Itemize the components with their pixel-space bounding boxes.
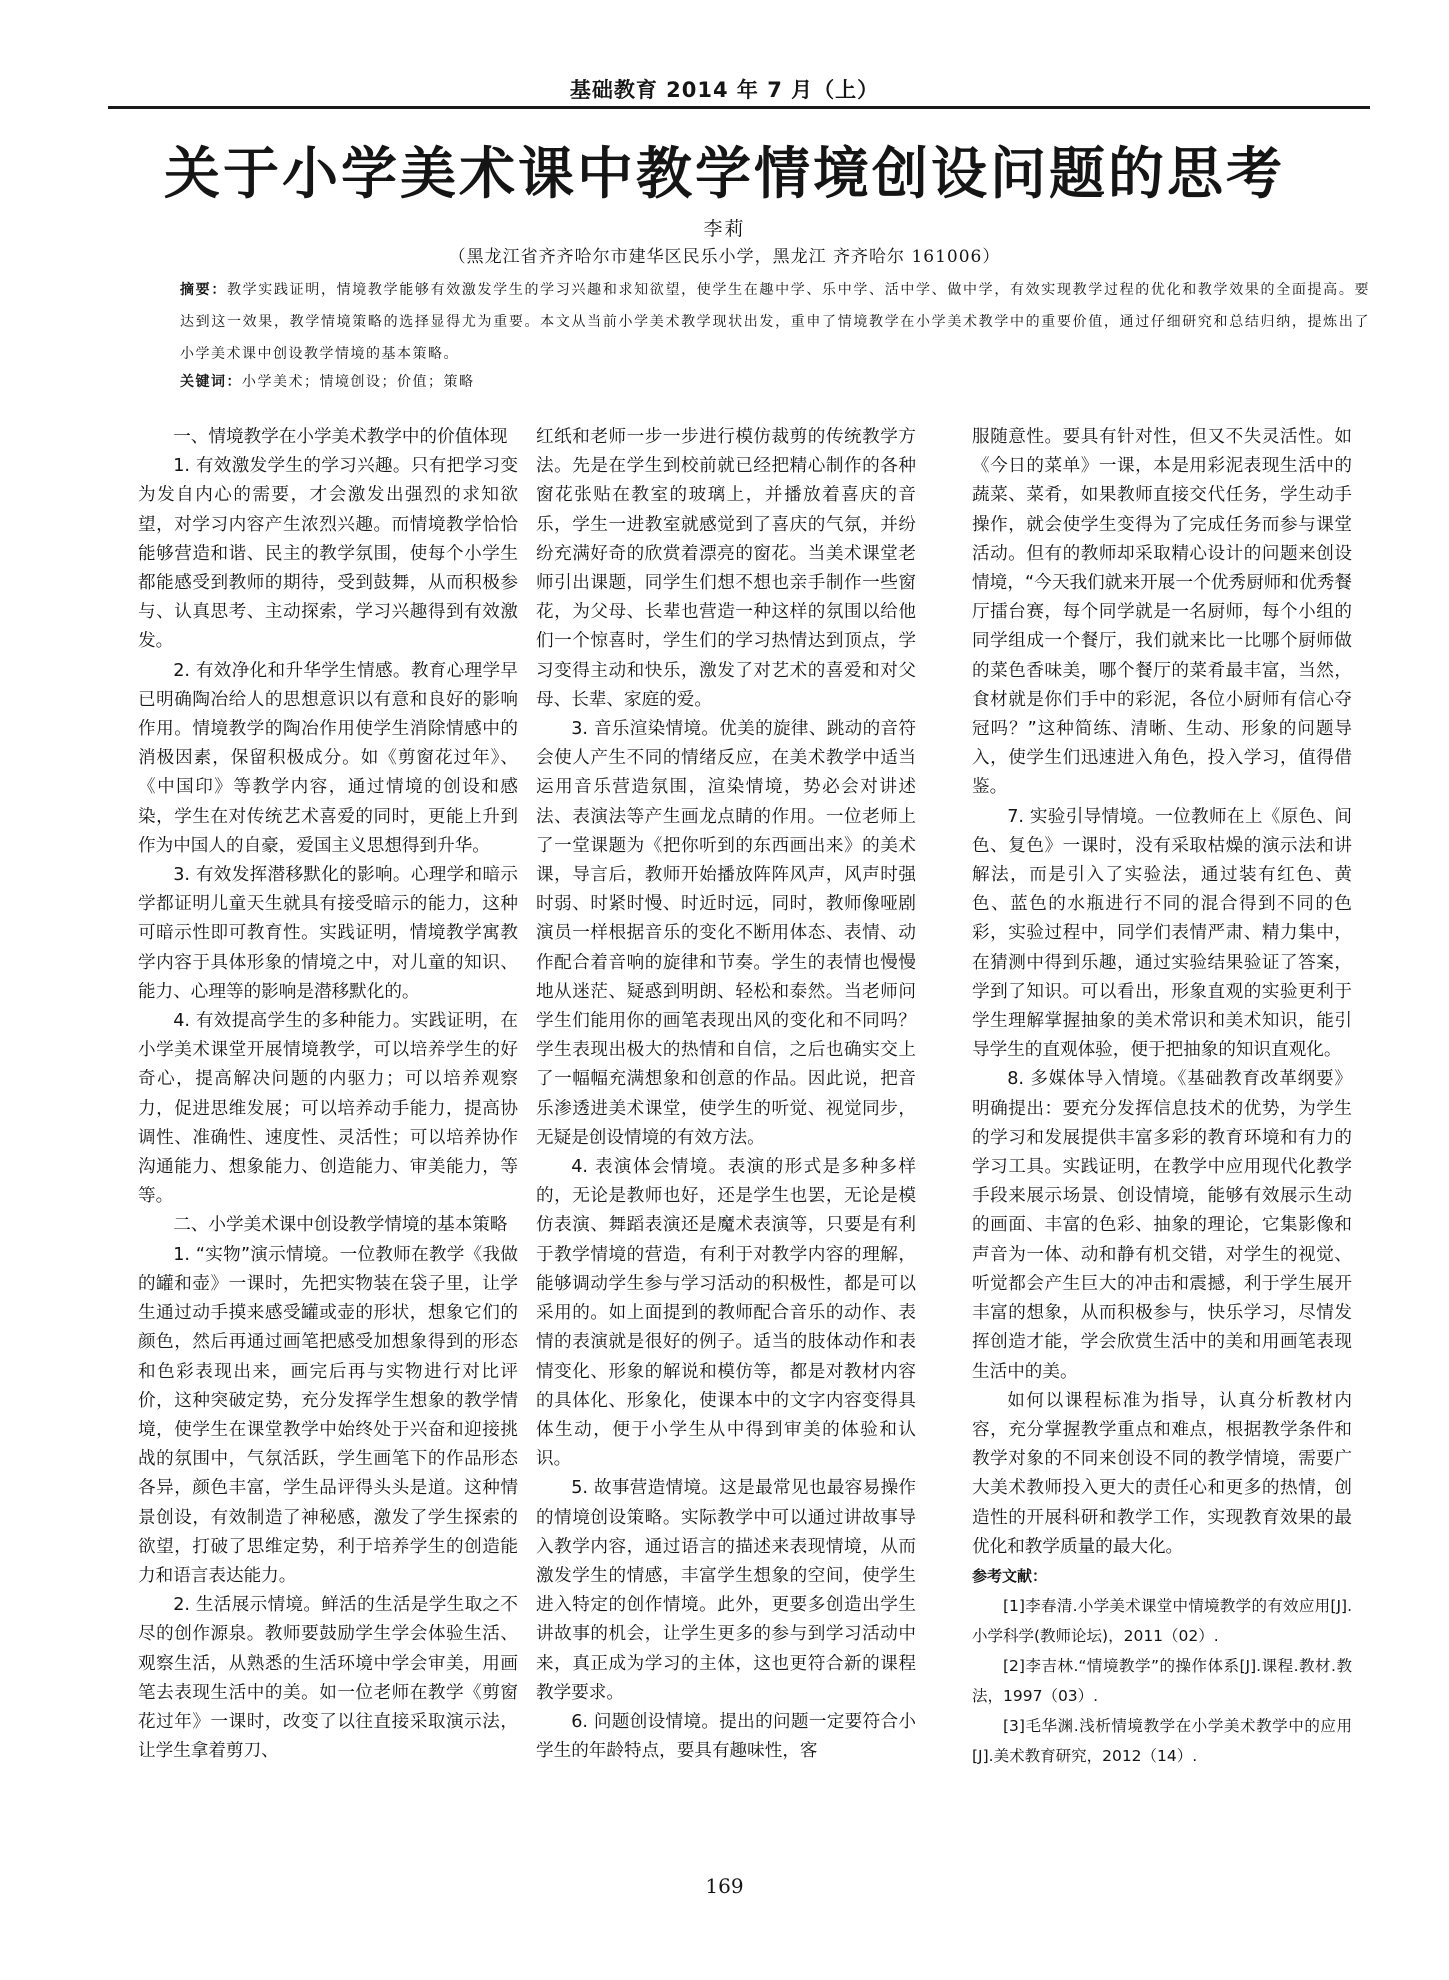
affiliation: （黑龙江省齐齐哈尔市建华区民乐小学，黑龙江 齐齐哈尔 161006） — [448, 247, 1001, 267]
references-heading: 参考文献： — [972, 1566, 1048, 1585]
keywords-label: 关键词： — [180, 374, 242, 390]
paragraph: 如何以课程标准为指导，认真分析教材内容，充分掌握教学重点和难点，根据教学条件和教学对象的不同来创设不同的教学情境，需要广大美术教师投入更大的责任心和更多的热情，创造性的开展科研和教学工作，实现教育效果的最优化和教学质量的最大化。 — [972, 1390, 1352, 1557]
section-heading-2: 二、小学美术课中创设教学情境的基本策略 — [173, 1215, 508, 1236]
reference-item: [3]毛华渊.浅析情境教学在小学美术教学中的应用[J].美术教育研究，2012（14）. — [972, 1717, 1352, 1766]
paragraph: 3. 音乐渲染情境。优美的旋律、跳动的音符会使人产生不同的情绪反应，在美术教学中适当运用音乐营造氛围，渲染情境，势必会对讲述法、表演法等产生画龙点睛的作用。一位老师上了一堂课题为《把你听到的东西画出来》的美术课，导言后，教师开始播放阵阵风声，风声时强时弱、时紧时慢、时近时远，同时，教师像哑剧演员一样根据音乐的变化不断用体态、表情、动作配合着音响的旋律和节奏。学生的表情也慢慢地从迷茫、疑惑到明朗、轻松和泰然。当老师问学生们能用你的画笔表现出风的变化和不同吗？学生表现出极大的热情和自信，之后也确实交上了一幅幅充满想象和创意的作品。因此说，把音乐渗透进美术课堂，使学生的听觉、视觉同步，无疑是创设情境的有效方法。 — [536, 719, 916, 1148]
paragraph: 2. 有效净化和升华学生情感。教育心理学早已明确陶冶给人的思想意识以有意和良好的影响作用。情境教学的陶冶作用使学生消除情感中的消极因素，保留积极成分。如《剪窗花过年》、《中国印》等教学内容，通过情境的创设和感染，学生在对传统艺术喜爱的同时，更能上升到作为中国人的自豪，爱国主义思想得到升华。 — [138, 660, 518, 856]
abstract-text: 教学实践证明，情境教学能够有效激发学生的学习兴趣和求知欲望，使学生在趣中学、乐中学、活中学、做中学，有效实现教学过程的优化和教学效果的全面提高。要达到这一效果，教学情境策略的选择显得尤为重要。本文从当前小学美术教学现状出发，重申了情境教学在小学美术教学中的重要价值，通过仔细研究和总结归纳，提炼出了小学美术课中创设教学情境的基本策略。 — [180, 282, 1370, 362]
paragraph: 1. “实物”演示情境。一位教师在教学《我做的罐和壶》一课时，先把实物装在袋子里，让学生通过动手摸来感受罐或壶的形状，想象它们的颜色，然后再通过画笔把感受加想象得到的形态和色彩表现出来，画完后再与实物进行对比评价，这种突破定势，充分发挥学生想象的教学情境，使学生在课堂教学中始终处于兴奋和迎接挑战的氛围中，气氛活跃，学生画笔下的作品形态各异，颜色丰富，学生品评得头头是道。这种情景创设，有效制造了神秘感，激发了学生探索的欲望，打破了思维定势，利于培养学生的创造能力和语言表达能力。 — [138, 1244, 518, 1586]
header-rule — [108, 106, 1370, 109]
abstract — [180, 274, 1370, 370]
section-heading-1: 一、情境教学在小学美术教学中的价值体现 — [173, 427, 508, 447]
paragraph: 1. 有效激发学生的学习兴趣。只有把学习变为发自内心的需要，才会激发出强烈的求知欲望，对学习内容产生浓烈兴趣。而情境教学恰恰能够营造和谐、民主的教学氛围，使每个小学生都能感受到教师的期待，受到鼓舞，从而积极参与、认真思考、主动探索，学习兴趣得到有效激发。 — [138, 456, 518, 652]
paragraph: 2. 生活展示情境。鲜活的生活是学生取之不尽的创作源泉。教师要鼓励学生学会体验生活、观察生活，从熟悉的生活环境中学会审美，用画笔去表现生活中的美。如一位老师在教学《剪窗花过年》一课时，改变了以往直接采取演示法，让学生拿着剪刀、 — [138, 1595, 518, 1762]
paragraph: 4. 表演体会情境。表演的形式是多种多样的，无论是教师也好，还是学生也罢，无论是模仿表演、舞蹈表演还是魔术表演等，只要是有利于教学情境的营造，有利于对教学内容的理解，能够调动学生参与学习活动的积极性，都是可以采用的。如上面提到的教师配合音乐的动作、表情的表演就是很好的例子。适当的肢体动作和表情变化、形象的解说和模仿等，都是对教材内容的具体化、形象化，使课本中的文字内容变得具体生动，便于小学生从中得到审美的体验和认识。 — [536, 1157, 916, 1470]
column-3 — [972, 423, 1352, 1771]
reference-item: [2]李吉林.“情境教学”的操作体系[J].课程.教材.教法，1997（03）. — [972, 1657, 1352, 1706]
abstract-label: 摘要： — [180, 282, 227, 298]
paragraph: 服随意性。要具有针对性，但又不失灵活性。如《今日的菜单》一课，本是用彩泥表现生活中的蔬菜、菜肴，如果教师直接交代任务，学生动手操作，就会使学生变得为了完成任务而参与课堂活动。但有的教师却采取精心设计的问题来创设情境，“今天我们就来开展一个优秀厨师和优秀餐厅擂台赛，每个同学就是一名厨师，每个小组的同学组成一个餐厅，我们就来比一比哪个厨师做的菜色香味美，哪个餐厅的菜肴最丰富，当然，食材就是你们手中的彩泥，各位小厨师有信心夺冠吗？”这种简练、清晰、生动、形象的问题导入，使学生们迅速进入角色，投入学习，值得借鉴。 — [972, 427, 1352, 798]
journal-header: 基础教育 2014 年 7 月（上） — [569, 78, 880, 102]
paragraph: 红纸和老师一步一步进行模仿裁剪的传统教学方法。先是在学生到校前就已经把精心制作的各种窗花张贴在教室的玻璃上，并播放着喜庆的音乐，学生一进教室就感觉到了喜庆的气氛，并纷纷充满好奇的欣赏着漂亮的窗花。当美术课堂老师引出课题，同学生们想不想也亲手制作一些窗花，为父母、长辈也营造一种这样的氛围以给他们一个惊喜时，学生们的学习热情达到顶点，学习变得主动和快乐，激发了对艺术的喜爱和对父母、长辈、家庭的爱。 — [536, 427, 916, 710]
author: 李莉 — [703, 218, 746, 240]
reference-item: [1]李春清.小学美术课堂中情境教学的有效应用[J].小学科学(教师论坛)，2011（02）. — [972, 1597, 1352, 1646]
page-number: 169 — [705, 1874, 744, 1898]
paragraph: 5. 故事营造情境。这是最常见也最容易操作的情境创设策略。实际教学中可以通过讲故事导入教学内容，通过语言的描述来表现情境，从而激发学生的情感，丰富学生想象的空间，使学生进入特定的创作情境。此外，更要多创造出学生讲故事的机会，让学生更多的参与到学习活动中来，真正成为学习的主体，这也更符合新的课程教学要求。 — [536, 1478, 916, 1703]
keywords-text: 小学美术；情境创设；价值；策略 — [242, 374, 475, 390]
paragraph: 3. 有效发挥潜移默化的影响。心理学和暗示学都证明儿童天生就具有接受暗示的能力，这种可暗示性即可教育性。实践证明，情境教学寓教学内容于具体形象的情境之中，对儿童的知识、能力、心理等的影响是潜移默化的。 — [138, 865, 518, 1002]
article-title: 关于小学美术课中教学情境创设问题的思考 — [164, 141, 1285, 207]
paragraph: 4. 有效提高学生的多种能力。实践证明，在小学美术课堂开展情境教学，可以培养学生的好奇心，提高解决问题的内驱力；可以培养观察力，促进思维发展；可以培养动手能力，提高协调性、准确性、速度性、灵活性；可以培养协作沟通能力、想象能力、创造能力、审美能力，等等。 — [138, 1011, 518, 1207]
keywords — [180, 372, 1370, 392]
column-1 — [138, 423, 518, 1766]
paragraph: 8. 多媒体导入情境。《基础教育改革纲要》明确提出：要充分发挥信息技术的优势，为学生的学习和发展提供丰富多彩的教育环境和有力的学习工具。实践证明，在教学中应用现代化教学手段来展示场景、创设情境，能够有效展示生动的画面、丰富的色彩、抽象的理论，它集影像和声音为一体、动和静有机交错，对学生的视觉、听觉都会产生巨大的冲击和震撼，利于学生展开丰富的想象，从而积极参与，快乐学习，尽情发挥创造才能，学会欣赏生活中的美和用画笔表现生活中的美。 — [972, 1069, 1352, 1382]
paragraph: 6. 问题创设情境。提出的问题一定要符合小学生的年龄特点，要具有趣味性，客 — [536, 1711, 916, 1762]
paragraph: 7. 实验引导情境。一位教师在上《原色、间色、复色》一课时，没有采取枯燥的演示法和讲解法，而是引入了实验法，通过装有红色、黄色、蓝色的水瓶进行不同的混合得到不同的色彩，实验过程中，同学们表情严肃、精力集中，在猜测中得到乐趣，通过实验结果验证了答案，学到了知识。可以看出，形象直观的实验更利于学生理解掌握抽象的美术常识和美术知识，能引导学生的直观体验，便于把抽象的知识直观化。 — [972, 806, 1352, 1061]
column-2 — [536, 423, 916, 1766]
